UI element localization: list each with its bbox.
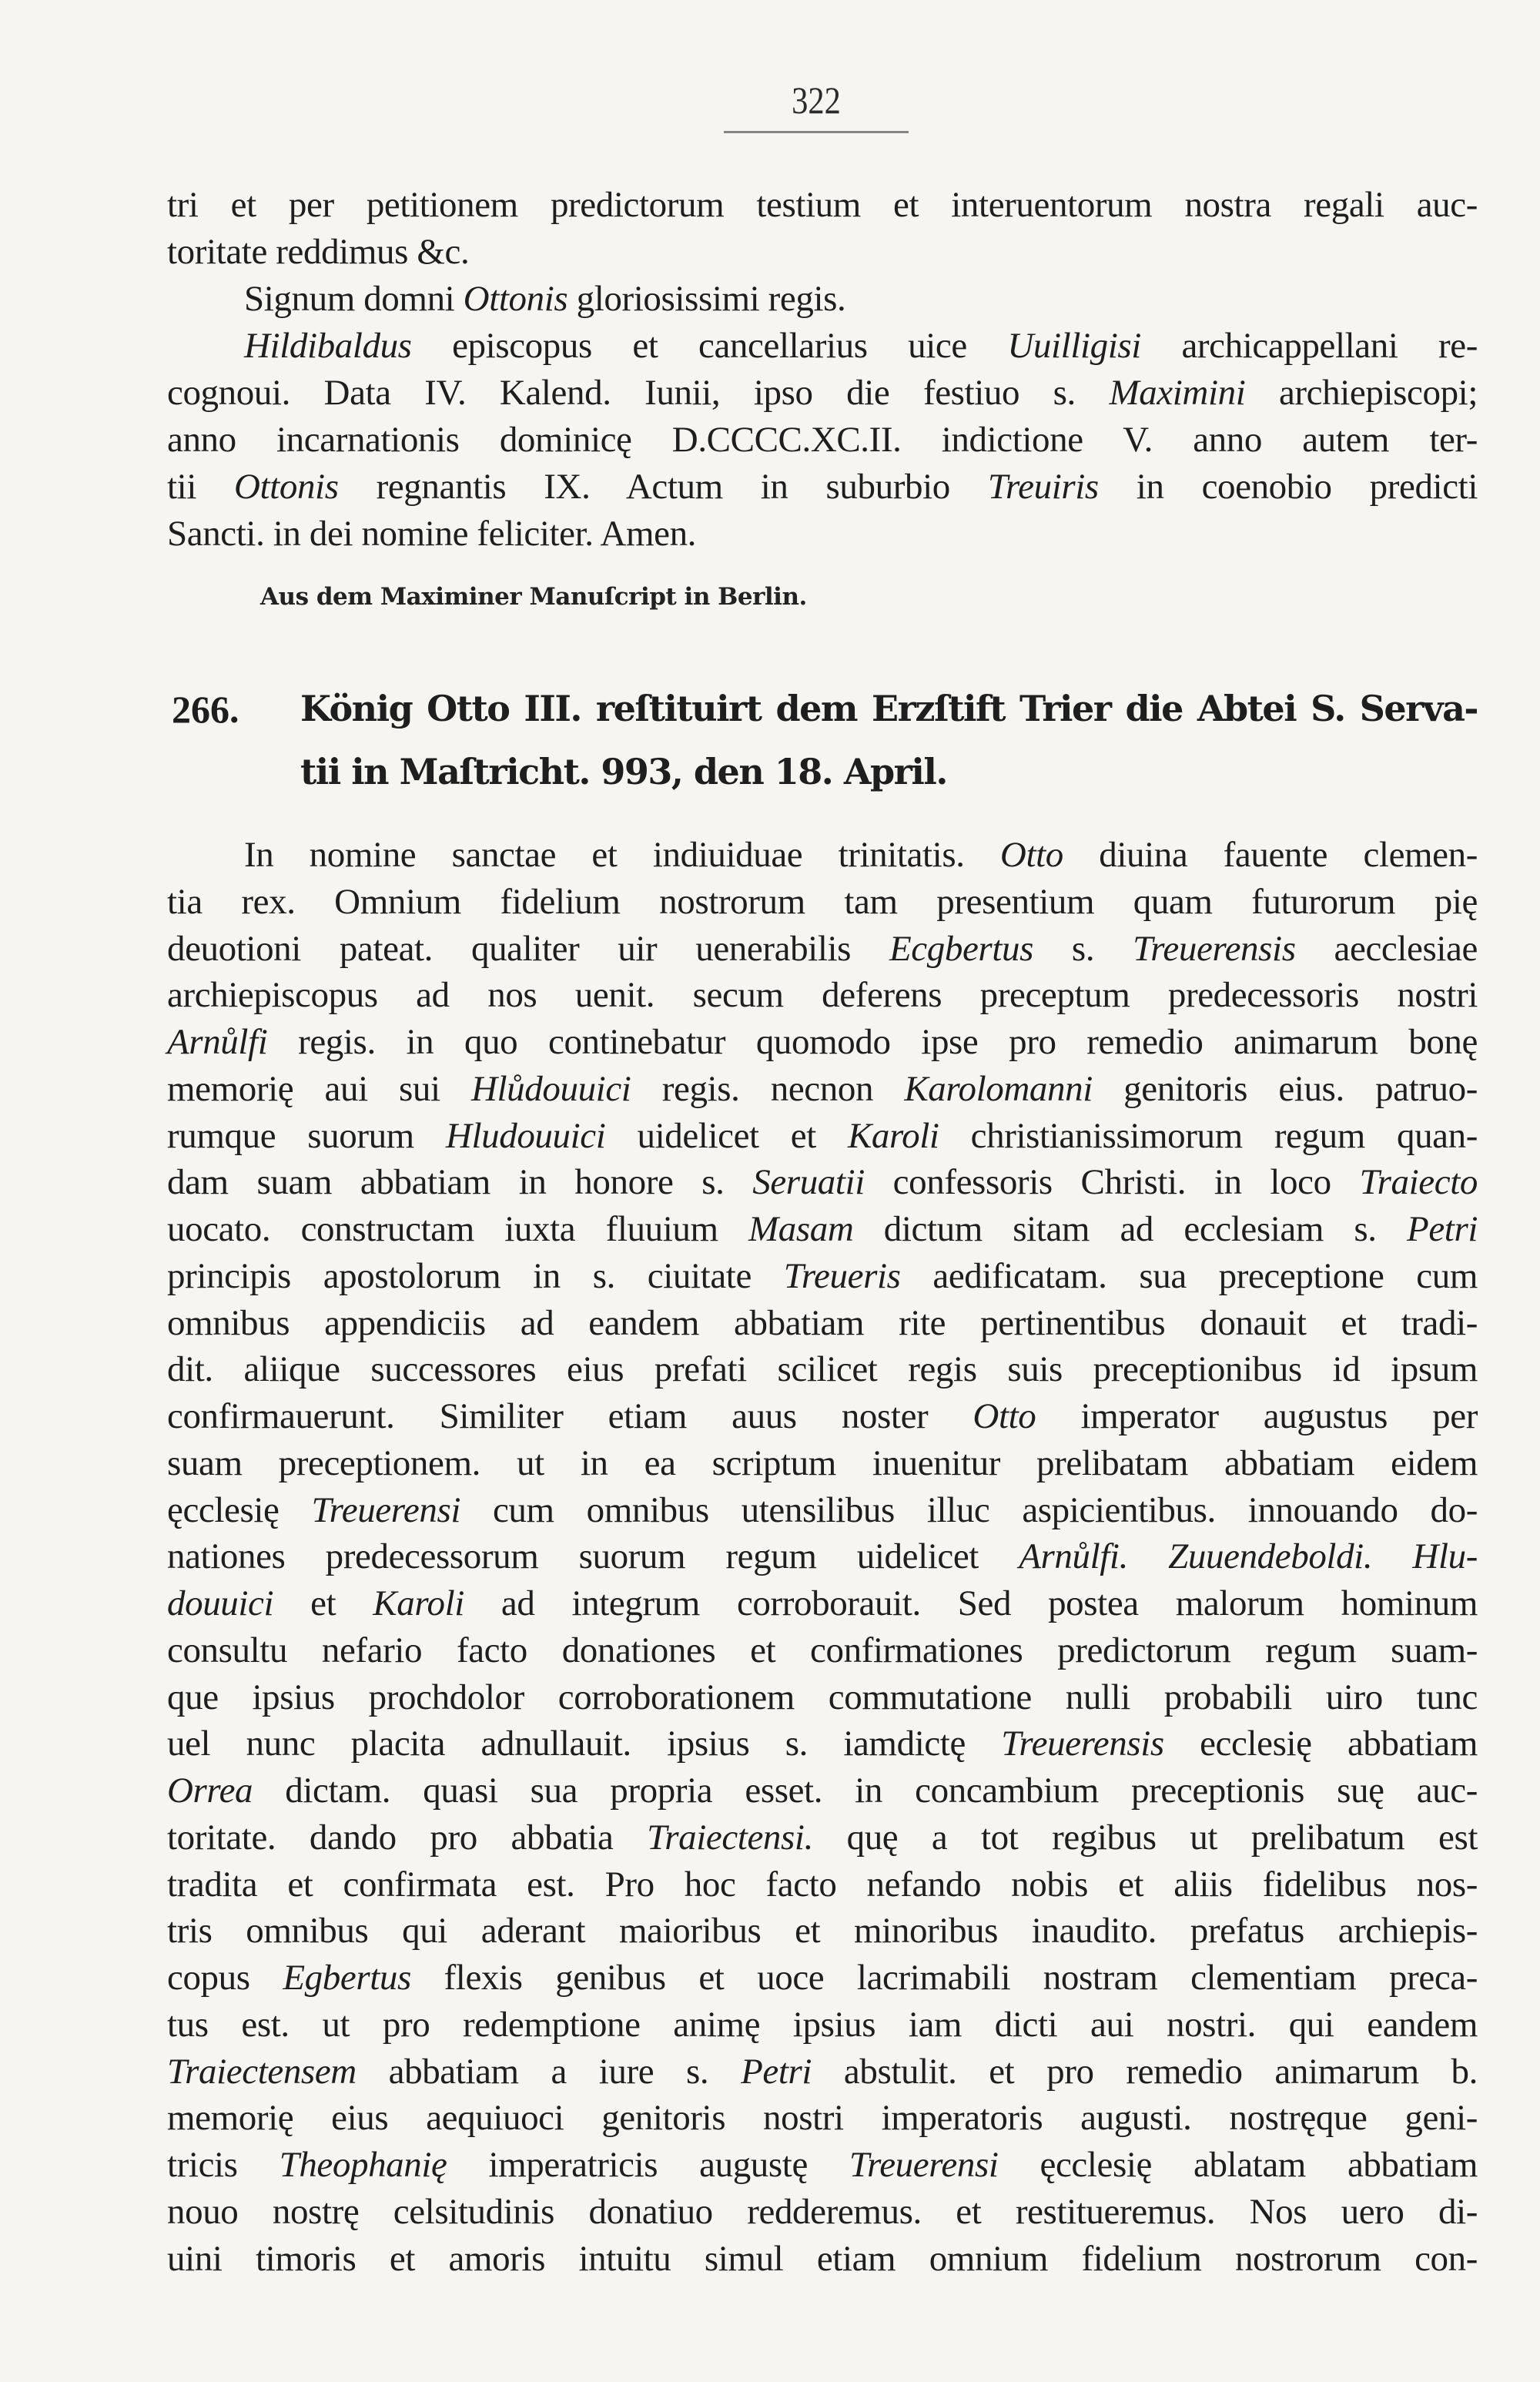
- text-line: [167, 1113, 1478, 1160]
- italic-name: Treueris: [783, 1255, 901, 1296]
- italic-name: Maximini: [1109, 373, 1246, 413]
- charter-body-text: [167, 832, 1478, 2282]
- heading-title-line-2: tii in Maſtricht. 993, den 18. April.: [300, 751, 947, 792]
- text-run: ad integrum corroborauit. Sed postea malorum hominum: [464, 1583, 1478, 1623]
- text-run: suam preceptionem. ut in ea scriptum inuenitur prelibatam abbatiam eidem: [167, 1442, 1478, 1483]
- page-number-rule: [724, 131, 909, 133]
- text-run: tris omnibus qui aderant maioribus et minoribus inaudito. prefatus archiepis-: [167, 1911, 1478, 1951]
- text-line: [167, 2236, 1478, 2283]
- text-run: imperatricis augustę: [447, 2145, 849, 2185]
- text-run: archiepiscopus ad nos uenit. secum deferens preceptum predecessoris nostri: [167, 975, 1478, 1016]
- text-run: memorię eius aequiuoci genitoris nostri imperatoris augusti. nostręque geni-: [167, 2098, 1478, 2139]
- text-run: uocato. constructam iuxta fluuium: [167, 1209, 748, 1249]
- italic-name: Hildibaldus: [244, 326, 412, 366]
- charter-closing-text: [167, 182, 1478, 558]
- italic-name: Karoli: [847, 1115, 939, 1156]
- text-run: ęcclesię ablatam abbatiam: [998, 2145, 1478, 2185]
- text-run: abbatiam a iure s.: [356, 2051, 742, 2092]
- text-run: que ipsius prochdolor corroborationem commutatione nulli probabili uiro tunc: [167, 1677, 1478, 1717]
- text-run: christianissimorum regum quan-: [939, 1115, 1478, 1156]
- italic-name: douuici: [167, 1583, 274, 1623]
- text-line: [167, 1393, 1478, 1440]
- text-line: [167, 1159, 1478, 1206]
- text-line: [167, 1019, 1478, 1066]
- italic-name: Treuerensi: [311, 1489, 461, 1530]
- text-line: [167, 1206, 1478, 1253]
- text-run: aecclesiae: [1295, 928, 1478, 969]
- text-run: In nomine sanctae et indiuiduae trinitatis.: [244, 835, 1000, 875]
- text-line: [167, 2002, 1478, 2049]
- text-run: deuotioni pateat. qualiter uir uenerabilis: [167, 928, 889, 969]
- italic-name: Orrea: [167, 1771, 253, 1811]
- text-line: [167, 972, 1478, 1019]
- text-line: [167, 1627, 1478, 1674]
- text-line: [167, 1908, 1478, 1955]
- text-run: tri et per petitionem predictorum testium et interuentorum nostra regali auc-: [167, 185, 1478, 225]
- text-run: regnantis IX. Actum in suburbio: [338, 467, 988, 507]
- text-run: archiepiscopi;: [1245, 373, 1478, 413]
- text-run: abstulit. et pro remedio animarum b.: [812, 2051, 1478, 2092]
- text-line: [167, 276, 1478, 323]
- italic-name: Hludouuici: [445, 1115, 606, 1156]
- text-run: aedificatam. sua preceptione cum: [900, 1255, 1478, 1296]
- text-run: ęcclesię: [167, 1489, 312, 1530]
- source-note: Aus dem Maximiner Manuſcript in Berlin.: [260, 583, 807, 611]
- text-line: [167, 1767, 1478, 1814]
- text-run: dictam. quasi sua propria esset. in concambium preceptionis suę auc-: [253, 1771, 1478, 1811]
- text-run: tus est. ut pro redemptione animę ipsius iam dicti aui nostri. qui eandem: [167, 2004, 1478, 2045]
- text-run: dictum sitam ad ecclesiam s.: [853, 1209, 1408, 1249]
- text-line: [167, 1440, 1478, 1487]
- text-line: [167, 2049, 1478, 2096]
- text-run: nouo nostrę celsitudinis donatiuo redderemus. et restitueremus. Nos uero di-: [167, 2191, 1478, 2232]
- italic-name: Treuiris: [987, 467, 1099, 507]
- text-run: regis. in quo continebatur quomodo ipse pro remedio animarum bonę: [267, 1022, 1478, 1062]
- italic-name: Traiectensem: [167, 2051, 357, 2092]
- text-run: toritate. dando pro abbatia: [167, 1817, 648, 1858]
- text-run: tradita et confirmata est. Pro hoc facto nefando nobis et aliis fidelibus nos-: [167, 1864, 1478, 1905]
- italic-name: Egbertus: [283, 1958, 411, 1998]
- text-line: [167, 1487, 1478, 1534]
- text-run: episcopus et cancellarius uice: [411, 326, 1008, 366]
- italic-name: Traiectensi.: [647, 1817, 813, 1858]
- text-line: [167, 182, 1478, 229]
- text-line: [167, 2189, 1478, 2236]
- text-run: confessoris Christi. in loco: [864, 1162, 1360, 1203]
- text-run: confirmauerunt. Similiter etiam auus noster: [167, 1396, 973, 1436]
- text-line: [167, 1674, 1478, 1721]
- italic-name: Otto: [999, 835, 1063, 875]
- text-line: [167, 1346, 1478, 1393]
- text-line: [167, 1814, 1478, 1861]
- text-run: regis. necnon: [631, 1068, 905, 1109]
- italic-name: Treuerensis: [1001, 1724, 1164, 1764]
- text-line: [167, 511, 1478, 558]
- text-line: [167, 1580, 1478, 1627]
- text-run: cognoui. Data IV. Kalend. Iunii, ipso die festiuo s.: [167, 373, 1110, 413]
- text-run: genitoris eius. patruo-: [1092, 1068, 1478, 1109]
- text-run: rumque suorum: [167, 1115, 446, 1156]
- text-line: [167, 832, 1478, 879]
- text-run: imperator augustus per: [1036, 1396, 1478, 1436]
- italic-name: Treuerensi: [849, 2145, 999, 2185]
- text-line: [167, 464, 1478, 511]
- heading-title-line-1: König Otto III. reſtituirt dem Erzſtift Trier die Abtei S. Serva-: [300, 688, 1478, 729]
- text-line: [167, 879, 1478, 926]
- text-run: Sancti. in dei nomine feliciter. Amen.: [167, 514, 697, 554]
- text-run: uidelicet et: [605, 1115, 848, 1156]
- text-run: quę a tot regibus ut prelibatum est: [812, 1817, 1478, 1858]
- text-run: cum omnibus utensilibus illuc aspicientibus. innouando do-: [460, 1489, 1478, 1530]
- italic-name: Seruatii: [752, 1162, 865, 1203]
- text-line: [167, 229, 1478, 276]
- text-run: diuina fauente clemen-: [1063, 835, 1478, 875]
- text-run: anno incarnationis dominicę D.CCCC.XC.II. indictione V. anno autem ter-: [167, 420, 1478, 460]
- text-line: [167, 1861, 1478, 1908]
- text-run: copus: [167, 1958, 283, 1998]
- text-run: archicappellani re-: [1140, 326, 1478, 366]
- text-run: dit. aliique successores eius prefati scilicet regis suis preceptionibus id ipsum: [167, 1349, 1478, 1390]
- text-run: dam suam abbatiam in honore s.: [167, 1162, 753, 1203]
- text-run: tricis: [167, 2145, 280, 2185]
- italic-name: Karolomanni: [904, 1068, 1093, 1109]
- italic-name: Ecgbertus: [889, 928, 1033, 969]
- italic-name: Arnůlfi: [167, 1022, 268, 1062]
- italic-name: Arnůlfi. Zuuendeboldi. Hlu-: [1019, 1536, 1478, 1577]
- text-run: uini timoris et amoris intuitu simul etiam omnium fidelium nostrorum con-: [167, 2238, 1478, 2279]
- italic-name: Petri: [1407, 1209, 1478, 1249]
- text-run: omnibus appendiciis ad eandem abbatiam rite pertinentibus donauit et tradi-: [167, 1302, 1478, 1343]
- text-run: nationes predecessorum suorum regum uidelicet: [167, 1536, 1019, 1577]
- text-line: [167, 323, 1478, 370]
- text-run: et: [273, 1583, 373, 1623]
- text-run: uel nunc placita adnullauit. ipsius s. iamdictę: [167, 1724, 1002, 1764]
- page-number: 322: [792, 79, 841, 122]
- text-run: tii: [167, 467, 234, 507]
- text-run: ecclesię abbatiam: [1163, 1724, 1478, 1764]
- italic-name: Treuerensis: [1133, 928, 1296, 969]
- text-run: in coenobio predicti: [1098, 467, 1478, 507]
- italic-name: Ottonis: [463, 279, 568, 319]
- italic-name: Traiecto: [1359, 1162, 1478, 1203]
- text-line: [167, 417, 1478, 464]
- italic-name: Otto: [973, 1396, 1036, 1436]
- italic-name: Theophanię: [279, 2145, 447, 2185]
- italic-name: Petri: [741, 2051, 812, 2092]
- italic-name: Hlůdouuici: [470, 1068, 631, 1109]
- text-line: [167, 1253, 1478, 1300]
- text-line: [167, 2142, 1478, 2189]
- text-line: [167, 1720, 1478, 1767]
- text-line: [167, 370, 1478, 417]
- text-run: tia rex. Omnium fidelium nostrorum tam presentium quam futurorum pię: [167, 881, 1478, 922]
- document-number: 266.: [172, 688, 239, 731]
- text-run: s.: [1033, 928, 1133, 969]
- text-run: gloriosissimi regis.: [567, 279, 846, 319]
- text-run: memorię aui sui: [167, 1068, 471, 1109]
- text-line: [167, 1955, 1478, 2002]
- text-line: [167, 926, 1478, 973]
- text-line: [167, 1300, 1478, 1347]
- text-run: flexis genibus et uoce lacrimabili nostram clementiam preca-: [410, 1958, 1478, 1998]
- italic-name: Masam: [748, 1209, 854, 1249]
- text-line: [167, 1066, 1478, 1113]
- text-run: principis apostolorum in s. ciuitate: [167, 1255, 784, 1296]
- italic-name: Uuilligisi: [1007, 326, 1141, 366]
- text-line: [167, 1533, 1478, 1580]
- italic-name: Ottonis: [233, 467, 339, 507]
- text-run: consultu nefario facto donationes et confirmationes predictorum regum suam-: [167, 1630, 1478, 1670]
- italic-name: Karoli: [373, 1583, 464, 1623]
- text-run: Signum domni: [244, 279, 464, 319]
- text-line: [167, 2095, 1478, 2142]
- text-run: toritate reddimus &c.: [167, 232, 470, 272]
